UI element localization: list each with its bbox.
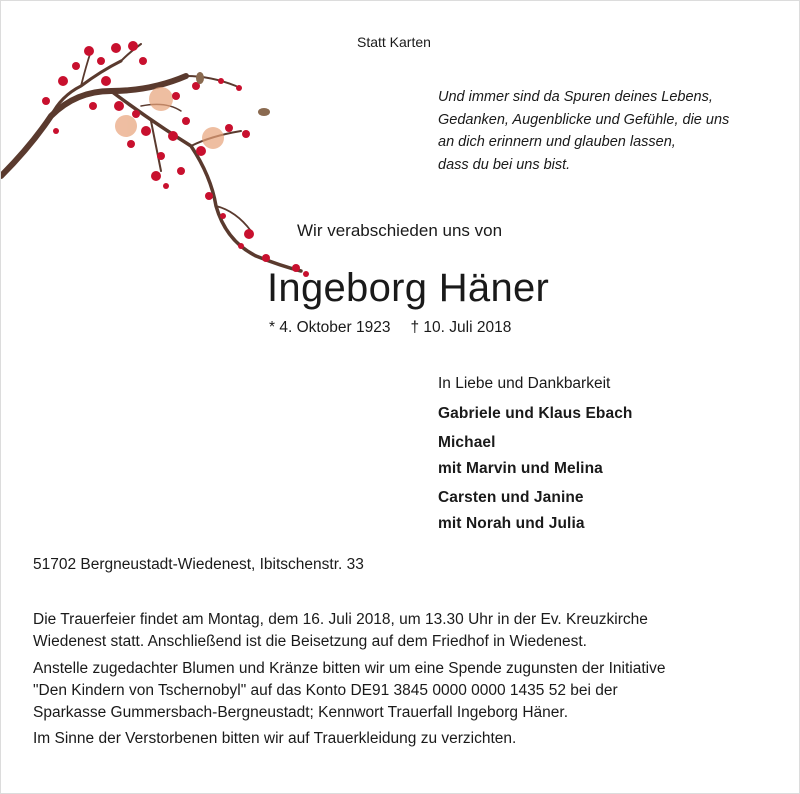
birth-date: * 4. Oktober 1923 [269, 319, 391, 336]
header-statt-karten: Statt Karten [357, 34, 431, 50]
mourner-line: Michael [438, 434, 496, 451]
deceased-name: Ingeborg Häner [267, 266, 550, 310]
verse-line: dass du bei uns bist. [438, 157, 571, 174]
notice-paragraph: Die Trauerfeier findet am Montag, dem 16. Juli 2018, um 13.30 Uhr in der Ev. Kreuzkirche Wiedenest statt. Anschließend ist die Beisetzung auf dem Friedhof in Wiedenest. [33, 611, 648, 651]
mourners-list [438, 371, 632, 536]
verse-line: Und immer sind da Spuren deines Lebens, [438, 89, 713, 105]
notice-paragraph: Anstelle zugedachter Blumen und Kränze bitten wir um eine Spende zugunsten der Initiative "Den Kindern von Tschernobyl" auf das Konto DE91 3845 0000 0000 1435 52 bei der Sparkasse Gummersbach-Bergneustadt; Kennwort Trauerfall Ingeborg Häner. [33, 659, 666, 722]
family-address: 51702 Bergneustadt-Wiedenest, Ibitschenstr. 33 [33, 556, 364, 573]
mourner-line: Carsten und Janine [438, 489, 584, 506]
verse-line: an dich erinnern und glauben lassen, [438, 134, 676, 151]
mourners-intro: In Liebe und Dankbarkeit [438, 375, 611, 392]
life-dates [269, 319, 511, 337]
notice-paragraph: Im Sinne der Verstorbenen bitten wir auf Trauerkleidung zu verzichten. [33, 730, 517, 748]
verse-quote [438, 86, 783, 177]
mourner-line: Gabriele und Klaus Ebach [438, 404, 633, 422]
farewell-intro: Wir verabschieden uns von [297, 221, 503, 240]
mourner-line: mit Marvin und Melina [438, 459, 603, 477]
death-date: † 10. Juli 2018 [410, 319, 512, 336]
mourner-line: mit Norah und Julia [438, 514, 585, 532]
cherry-blossom-branch-icon [1, 36, 341, 286]
verse-line: Gedanken, Augenblicke und Gefühle, die uns [438, 111, 730, 128]
funeral-notice [33, 609, 783, 755]
